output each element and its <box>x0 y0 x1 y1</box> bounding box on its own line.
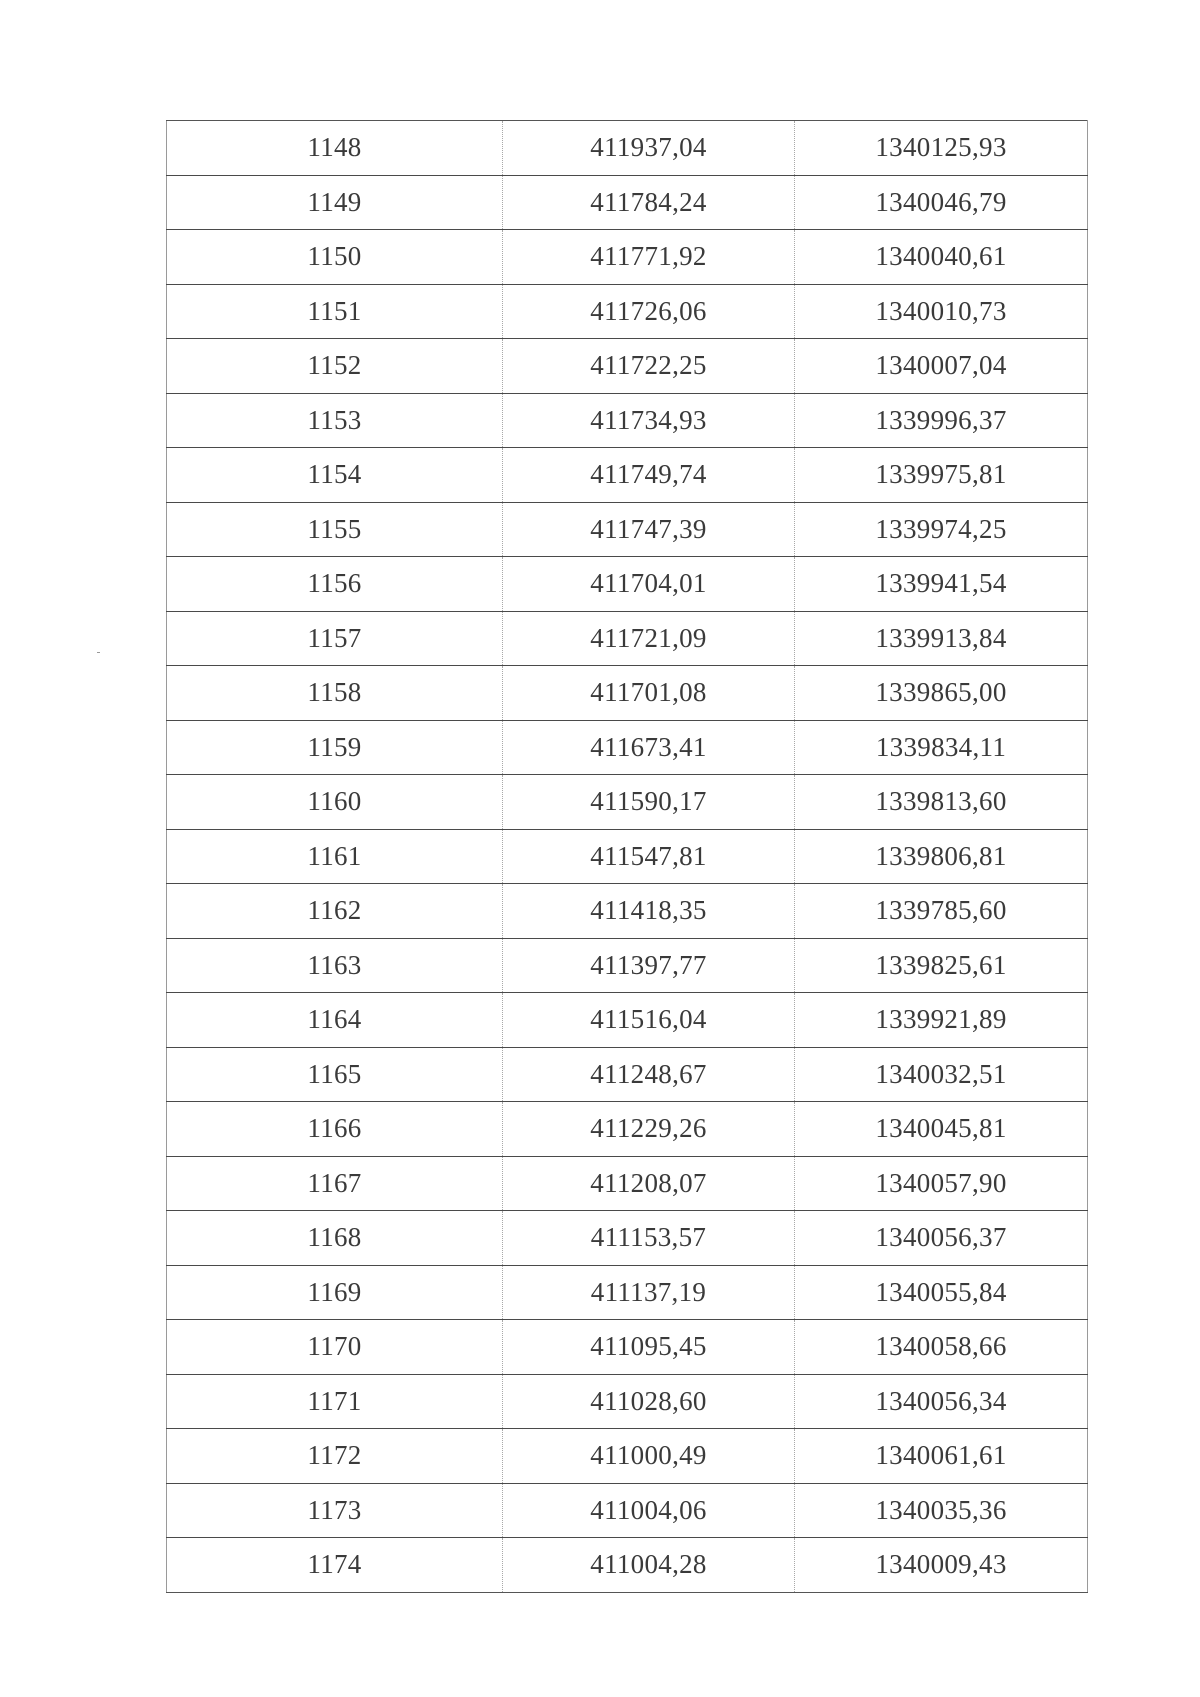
scan-speck <box>97 652 100 653</box>
point-number-cell: 1171 <box>167 1374 503 1429</box>
x-coordinate-cell: 411784,24 <box>503 175 795 230</box>
y-coordinate-cell: 1339941,54 <box>795 557 1088 612</box>
x-coordinate-cell: 411701,08 <box>503 666 795 721</box>
x-coordinate-cell: 411229,26 <box>503 1102 795 1157</box>
x-coordinate-cell: 411095,45 <box>503 1320 795 1375</box>
table-row <box>167 1047 1088 1102</box>
point-number-cell: 1161 <box>167 829 503 884</box>
table-row <box>167 993 1088 1048</box>
x-coordinate-cell: 411726,06 <box>503 284 795 339</box>
x-coordinate-cell: 411208,07 <box>503 1156 795 1211</box>
point-number-cell: 1173 <box>167 1483 503 1538</box>
point-number-cell: 1159 <box>167 720 503 775</box>
x-coordinate-cell: 411028,60 <box>503 1374 795 1429</box>
y-coordinate-cell: 1340010,73 <box>795 284 1088 339</box>
point-number-cell: 1172 <box>167 1429 503 1484</box>
x-coordinate-cell: 411734,93 <box>503 393 795 448</box>
y-coordinate-cell: 1339913,84 <box>795 611 1088 666</box>
x-coordinate-cell: 411747,39 <box>503 502 795 557</box>
point-number-cell: 1168 <box>167 1211 503 1266</box>
table-row <box>167 284 1088 339</box>
point-number-cell: 1167 <box>167 1156 503 1211</box>
point-number-cell: 1156 <box>167 557 503 612</box>
y-coordinate-cell: 1339785,60 <box>795 884 1088 939</box>
table-row <box>167 1156 1088 1211</box>
table-row <box>167 775 1088 830</box>
table-row <box>167 557 1088 612</box>
point-number-cell: 1163 <box>167 938 503 993</box>
y-coordinate-cell: 1340061,61 <box>795 1429 1088 1484</box>
point-number-cell: 1158 <box>167 666 503 721</box>
x-coordinate-cell: 411248,67 <box>503 1047 795 1102</box>
table-row <box>167 884 1088 939</box>
table-row <box>167 448 1088 503</box>
y-coordinate-cell: 1340040,61 <box>795 230 1088 285</box>
point-number-cell: 1160 <box>167 775 503 830</box>
table-row <box>167 1211 1088 1266</box>
point-number-cell: 1148 <box>167 121 503 176</box>
x-coordinate-cell: 411397,77 <box>503 938 795 993</box>
table-row <box>167 393 1088 448</box>
table-row <box>167 829 1088 884</box>
y-coordinate-cell: 1340125,93 <box>795 121 1088 176</box>
table-row <box>167 611 1088 666</box>
point-number-cell: 1150 <box>167 230 503 285</box>
table-row <box>167 1483 1088 1538</box>
y-coordinate-cell: 1340035,36 <box>795 1483 1088 1538</box>
coordinates-table <box>166 120 1088 1593</box>
x-coordinate-cell: 411722,25 <box>503 339 795 394</box>
x-coordinate-cell: 411771,92 <box>503 230 795 285</box>
x-coordinate-cell: 411704,01 <box>503 557 795 612</box>
y-coordinate-cell: 1340009,43 <box>875 1549 1007 1580</box>
table-row <box>167 666 1088 721</box>
table-row <box>167 230 1088 285</box>
point-number-cell: 1152 <box>167 339 503 394</box>
x-coordinate-cell: 411153,57 <box>503 1211 795 1266</box>
y-coordinate-cell: 1339834,11 <box>795 720 1088 775</box>
table-row <box>167 1429 1088 1484</box>
table-row <box>167 1538 1088 1593</box>
point-number-cell: 1170 <box>167 1320 503 1375</box>
table-row <box>167 938 1088 993</box>
point-number-cell: 1153 <box>167 393 503 448</box>
y-coordinate-cell: 1340057,90 <box>795 1156 1088 1211</box>
point-number-cell: 1157 <box>167 611 503 666</box>
point-number-cell: 1169 <box>167 1265 503 1320</box>
x-coordinate-cell: 411000,49 <box>503 1429 795 1484</box>
point-number-cell: 1174 <box>167 1538 503 1593</box>
table-row <box>167 339 1088 394</box>
y-coordinate-cell: 1339806,81 <box>795 829 1088 884</box>
y-coordinate-cell: 1340007,04 <box>795 339 1088 394</box>
x-coordinate-cell: 411516,04 <box>503 993 795 1048</box>
y-coordinate-cell: 1339865,00 <box>795 666 1088 721</box>
table-row <box>167 502 1088 557</box>
x-coordinate-cell: 411137,19 <box>503 1265 795 1320</box>
x-coordinate-cell: 411418,35 <box>503 884 795 939</box>
table-row <box>167 121 1088 176</box>
y-coordinate-cell: 1340056,34 <box>795 1374 1088 1429</box>
x-coordinate-cell: 411004,28 <box>503 1538 795 1593</box>
point-number-cell: 1164 <box>167 993 503 1048</box>
table-row <box>167 1320 1088 1375</box>
y-coordinate-cell: 1340032,51 <box>795 1047 1088 1102</box>
point-number-cell: 1166 <box>167 1102 503 1157</box>
y-coordinate-cell: 1339974,25 <box>795 502 1088 557</box>
x-coordinate-cell: 411749,74 <box>503 448 795 503</box>
y-coordinate-cell: 1339996,37 <box>795 393 1088 448</box>
y-coordinate-cell: 1340045,81 <box>795 1102 1088 1157</box>
point-number-cell: 1151 <box>167 284 503 339</box>
point-number-cell: 1165 <box>167 1047 503 1102</box>
y-coordinate-cell: 1339975,81 <box>795 448 1088 503</box>
x-coordinate-cell: 411721,09 <box>503 611 795 666</box>
x-coordinate-cell: 411937,04 <box>503 121 795 176</box>
coordinates-table-body <box>167 121 1088 1593</box>
x-coordinate-cell: 411004,06 <box>503 1483 795 1538</box>
table-row <box>167 1102 1088 1157</box>
y-coordinate-cell: 1340046,79 <box>795 175 1088 230</box>
x-coordinate-cell: 411590,17 <box>503 775 795 830</box>
y-coordinate-cell: 1339813,60 <box>795 775 1088 830</box>
table-row <box>167 175 1088 230</box>
y-coordinate-cell: 1340056,37 <box>795 1211 1088 1266</box>
y-coordinate-cell: 1339825,61 <box>795 938 1088 993</box>
point-number-cell: 1155 <box>167 502 503 557</box>
y-coordinate-cell: 1340055,84 <box>795 1265 1088 1320</box>
table-row <box>167 1374 1088 1429</box>
point-number-cell: 1154 <box>167 448 503 503</box>
point-number-cell: 1162 <box>167 884 503 939</box>
x-coordinate-cell: 411673,41 <box>503 720 795 775</box>
x-coordinate-cell: 411547,81 <box>503 829 795 884</box>
table-row <box>167 720 1088 775</box>
y-coordinate-cell: 1340058,66 <box>795 1320 1088 1375</box>
point-number-cell: 1149 <box>167 175 503 230</box>
table-row <box>167 1265 1088 1320</box>
y-coordinate-cell: 1339921,89 <box>795 993 1088 1048</box>
